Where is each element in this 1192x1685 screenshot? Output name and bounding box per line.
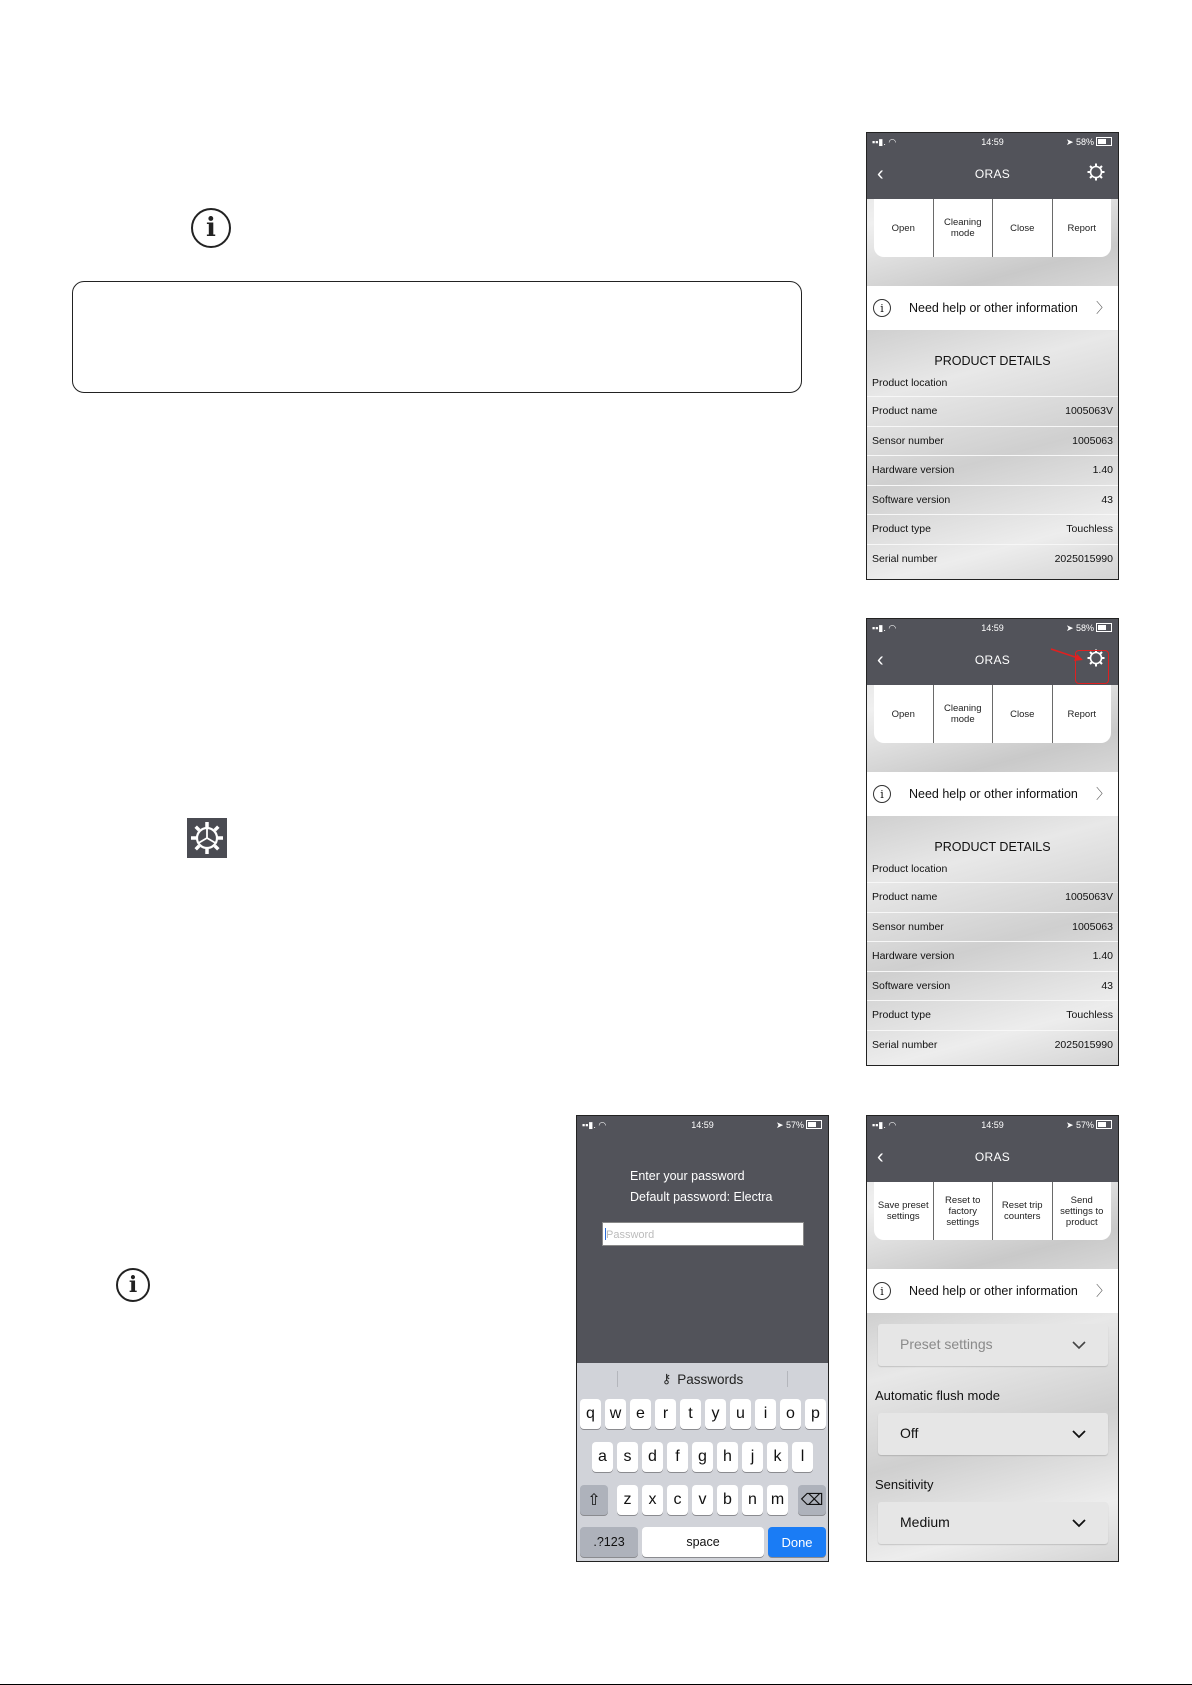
key[interactable]: s	[617, 1442, 638, 1472]
flush-mode-label: Automatic flush mode	[875, 1388, 1001, 1403]
detail-value: 2025015990	[1054, 552, 1113, 565]
key[interactable]: a	[592, 1442, 613, 1472]
detail-value: 1005063	[1072, 920, 1113, 933]
key[interactable]: x	[642, 1485, 663, 1515]
help-link-row[interactable]	[867, 1269, 1118, 1313]
info-icon: i	[873, 785, 891, 803]
phone-settings	[866, 1115, 1119, 1562]
product-location-label: Product location	[872, 377, 948, 389]
reset-factory-button[interactable]: Reset to factory settings	[934, 1182, 994, 1240]
detail-label: Sensor number	[872, 920, 944, 933]
app-title: ORAS	[974, 1150, 1011, 1164]
settings-gear-icon	[187, 818, 227, 858]
status-time: 14:59	[981, 1120, 1004, 1130]
key[interactable]: o	[780, 1399, 801, 1429]
signal-wifi-icon: ▪▪▮. ◠	[872, 137, 897, 147]
cleaning-mode-button[interactable]: Cleaning mode	[934, 199, 994, 257]
key[interactable]: p	[805, 1399, 826, 1429]
detail-label: Product type	[872, 523, 931, 535]
key[interactable]: e	[630, 1399, 651, 1429]
suggestion-divider	[617, 1371, 618, 1387]
info-icon: i	[873, 1282, 891, 1300]
preset-settings-label: Preset settings	[900, 1336, 993, 1352]
detail-row	[867, 396, 1118, 426]
status-bar	[867, 1116, 1118, 1134]
battery-percent: 57%	[785, 1120, 804, 1130]
password-placeholder: Password	[606, 1229, 655, 1241]
backspace-key[interactable]	[798, 1485, 826, 1515]
sensitivity-dropdown[interactable]	[878, 1502, 1108, 1544]
keyboard-suggestion-bar[interactable]	[577, 1363, 828, 1395]
key[interactable]: f	[667, 1442, 688, 1472]
space-key[interactable]: space	[642, 1527, 764, 1557]
detail-value: Touchless	[1066, 523, 1113, 535]
key[interactable]: j	[742, 1442, 763, 1472]
battery-percent: 57%	[1075, 1120, 1094, 1130]
status-time: 14:59	[691, 1120, 714, 1130]
numbers-key[interactable]: .?123	[580, 1527, 638, 1557]
detail-label: Product name	[872, 405, 938, 417]
phone-product-details	[866, 132, 1119, 580]
key[interactable]: b	[717, 1485, 738, 1515]
product-action-bar	[874, 685, 1111, 743]
shift-arrow-icon: ⇧	[587, 1492, 601, 1509]
status-time: 14:59	[981, 137, 1004, 147]
flush-mode-dropdown[interactable]	[878, 1413, 1108, 1455]
detail-label: Product name	[872, 891, 938, 903]
detail-row	[867, 485, 1118, 515]
detail-label: Software version	[872, 493, 951, 506]
sensitivity-label: Sensitivity	[875, 1477, 934, 1492]
key[interactable]: c	[667, 1485, 688, 1515]
key[interactable]: l	[792, 1442, 813, 1472]
reset-trip-counters-button[interactable]: Reset trip counters	[993, 1182, 1053, 1240]
key[interactable]: g	[692, 1442, 713, 1472]
detail-row	[867, 941, 1118, 971]
help-link-row[interactable]	[867, 772, 1118, 816]
status-bar	[577, 1116, 828, 1134]
nav-bar	[867, 151, 1118, 199]
detail-label: Hardware version	[872, 950, 955, 962]
app-title: ORAS	[974, 167, 1011, 181]
note-box	[72, 281, 802, 393]
detail-row	[867, 912, 1118, 942]
product-action-bar	[874, 199, 1111, 257]
info-icon: i	[873, 299, 891, 317]
detail-row	[867, 882, 1118, 912]
key[interactable]: i	[755, 1399, 776, 1429]
status-time: 14:59	[981, 623, 1004, 633]
key[interactable]: n	[742, 1485, 763, 1515]
close-button[interactable]: Close	[993, 685, 1053, 743]
info-icon: i	[191, 208, 231, 248]
password-prompt: Enter your password	[630, 1169, 745, 1183]
key[interactable]: m	[767, 1485, 788, 1515]
phone-product-details-highlight	[866, 618, 1119, 1066]
nav-bar	[867, 637, 1118, 685]
default-password-hint: Default password: Electra	[630, 1190, 773, 1204]
nav-bar	[867, 1134, 1118, 1182]
detail-value: 1.40	[1092, 950, 1113, 962]
help-link-row[interactable]	[867, 286, 1118, 330]
detail-value: 1005063	[1072, 434, 1113, 447]
battery-icon	[1096, 1120, 1112, 1129]
app-title: ORAS	[974, 653, 1011, 667]
detail-value: 1.40	[1092, 464, 1113, 476]
battery-icon	[806, 1120, 822, 1129]
battery-percent: 58%	[1075, 137, 1094, 147]
detail-row	[867, 971, 1118, 1001]
detail-label: Sensor number	[872, 434, 944, 447]
open-button[interactable]: Open	[874, 199, 934, 257]
detail-value: 1005063V	[1065, 405, 1113, 417]
chevron-down-icon	[1072, 1515, 1086, 1531]
preset-settings-dropdown[interactable]	[878, 1324, 1108, 1366]
send-settings-button[interactable]: Send settings to product	[1060, 1194, 1104, 1228]
product-details-title: PRODUCT DETAILS	[934, 840, 1051, 854]
help-link-label: Need help or other information	[909, 1284, 1078, 1298]
password-input[interactable]	[602, 1222, 804, 1246]
status-bar	[867, 619, 1118, 637]
sensitivity-value: Medium	[900, 1514, 950, 1530]
chevron-right-icon: 〉	[1096, 786, 1110, 802]
detail-row	[867, 426, 1118, 456]
battery-indicator: ➤ 58%	[1066, 137, 1112, 148]
product-location-label: Product location	[872, 863, 948, 875]
detail-label: Serial number	[872, 552, 938, 565]
key[interactable]: t	[680, 1399, 701, 1429]
chevron-right-icon: 〉	[1096, 300, 1110, 316]
detail-row	[867, 1030, 1118, 1060]
key[interactable]: r	[655, 1399, 676, 1429]
chevron-right-icon: 〉	[1096, 1283, 1110, 1299]
chevron-down-icon	[1072, 1337, 1086, 1353]
detail-label: Product type	[872, 1009, 931, 1021]
report-button[interactable]: Report	[1067, 708, 1096, 720]
key-icon: ⚷	[661, 1371, 672, 1386]
passwords-suggestion: Passwords	[677, 1371, 744, 1387]
detail-row	[867, 455, 1118, 485]
key[interactable]: u	[730, 1399, 751, 1429]
detail-value: 43	[1101, 493, 1113, 506]
key[interactable]: h	[717, 1442, 738, 1472]
battery-indicator: ➤ 58%	[1066, 623, 1112, 634]
settings-gear-icon[interactable]	[1086, 162, 1106, 187]
done-key[interactable]: Done	[768, 1527, 826, 1557]
signal-wifi-icon: ▪▪▮. ◠	[582, 1120, 607, 1130]
key[interactable]: d	[642, 1442, 663, 1472]
detail-value: Touchless	[1066, 1009, 1113, 1021]
detail-value: 43	[1101, 979, 1113, 992]
close-button[interactable]: Close	[993, 199, 1053, 257]
report-button[interactable]: Report	[1067, 222, 1096, 234]
detail-row	[867, 514, 1118, 544]
help-link-label: Need help or other information	[909, 301, 1078, 315]
battery-percent: 58%	[1075, 623, 1094, 633]
phone-password-entry	[576, 1115, 829, 1562]
status-bar	[867, 133, 1118, 151]
key[interactable]: y	[705, 1399, 726, 1429]
signal-wifi-icon: ▪▪▮. ◠	[872, 1120, 897, 1130]
product-details-title: PRODUCT DETAILS	[934, 354, 1051, 368]
help-link-label: Need help or other information	[909, 787, 1078, 801]
detail-label: Serial number	[872, 1038, 938, 1051]
detail-label: Hardware version	[872, 464, 955, 476]
back-chevron-icon[interactable]: ‹	[877, 163, 884, 185]
back-chevron-icon[interactable]: ‹	[877, 649, 884, 671]
detail-value: 1005063V	[1065, 891, 1113, 903]
chevron-down-icon	[1072, 1426, 1086, 1442]
key[interactable]: q	[580, 1399, 601, 1429]
cleaning-mode-button[interactable]: Cleaning mode	[934, 685, 994, 743]
keyboard	[577, 1363, 828, 1561]
save-preset-button[interactable]: Save preset settings	[874, 1182, 934, 1240]
battery-icon	[1096, 623, 1112, 632]
key[interactable]: z	[617, 1485, 638, 1515]
shift-key[interactable]	[580, 1485, 608, 1515]
backspace-icon: ⌫	[800, 1492, 824, 1509]
open-button[interactable]: Open	[874, 685, 934, 743]
key[interactable]: w	[605, 1399, 626, 1429]
key[interactable]: k	[767, 1442, 788, 1472]
detail-value: 2025015990	[1054, 1038, 1113, 1051]
detail-row	[867, 544, 1118, 574]
key[interactable]: v	[692, 1485, 713, 1515]
battery-indicator: ➤ 57%	[1066, 1120, 1112, 1131]
info-icon-2: i	[116, 1268, 150, 1302]
signal-wifi-icon: ▪▪▮. ◠	[872, 623, 897, 633]
battery-icon	[1096, 137, 1112, 146]
settings-action-bar	[874, 1182, 1111, 1240]
pointer-arrow-icon	[1050, 648, 1084, 664]
back-chevron-icon[interactable]: ‹	[877, 1146, 884, 1168]
detail-row	[867, 1000, 1118, 1030]
battery-indicator: ➤ 57%	[776, 1120, 822, 1131]
flush-mode-value: Off	[900, 1425, 919, 1441]
suggestion-divider	[787, 1371, 788, 1387]
detail-label: Software version	[872, 979, 951, 992]
